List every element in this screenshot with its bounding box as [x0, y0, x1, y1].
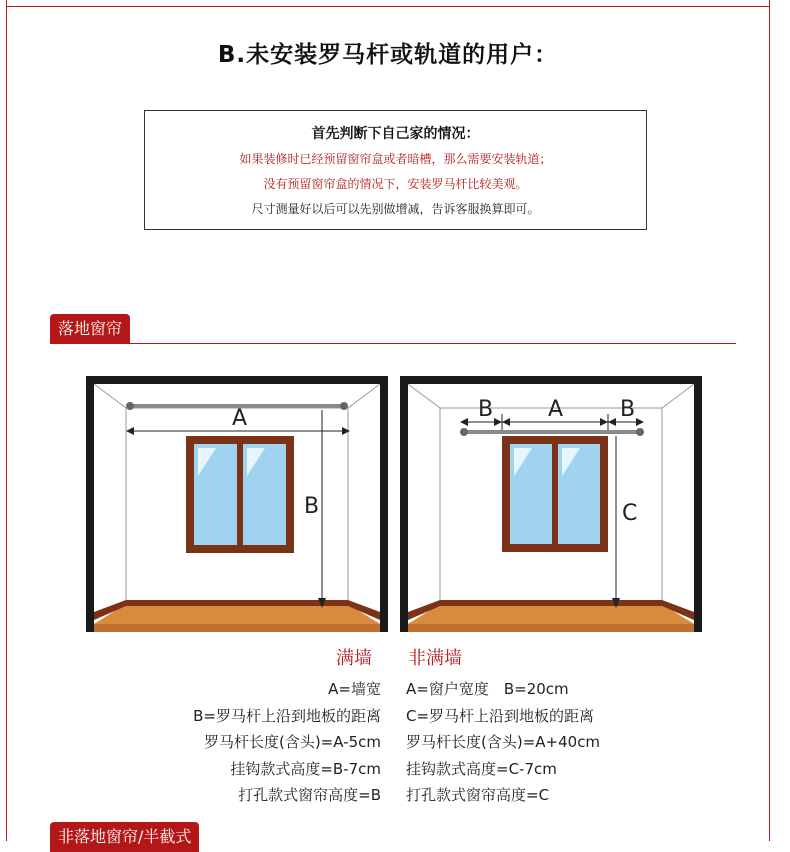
caption-full-wall: 满墙 [336, 648, 372, 669]
notice-line-1: 如果装修时已经预留窗帘盒或者暗槽，那么需要安装轨道； [239, 152, 552, 166]
top-border [6, 6, 770, 7]
notice-line-3: 尺寸测量好以后可以先别做增减，告诉客服换算即可。 [251, 202, 540, 216]
room-diagram-partial-wall [400, 376, 702, 632]
dimension-label-b: B [304, 494, 320, 519]
formula-line: 打孔款式窗帘高度=C [406, 786, 550, 804]
section-tag-half-curtain: 非落地窗帘/半截式 [50, 822, 199, 852]
room-diagram-full-wall [86, 376, 388, 632]
formula-line: 挂钩款式高度=B-7cm [230, 759, 381, 778]
partial-wall-formulas [406, 676, 706, 809]
formula-line: B=罗马杆上沿到地板的距离 [193, 706, 381, 725]
page-title: B.未安装罗马杆或轨道的用户： [217, 42, 559, 68]
formula-line: C=罗马杆上沿到地板的距离 [406, 706, 595, 725]
dimension-label-a: A [232, 406, 248, 431]
formula-line: 打孔款式窗帘高度=B [238, 786, 381, 804]
notice-heading: 首先判断下自己家的情况： [311, 126, 480, 142]
section-divider [50, 343, 736, 344]
formula-line: A=窗户宽度 B=20cm [406, 680, 569, 698]
notice-line-2: 没有预留窗帘盒的情况下，安装罗马杆比较美观。 [263, 177, 528, 191]
formula-line: 罗马杆长度(含头)=A-5cm [203, 733, 381, 751]
dimension-label-a: A [548, 397, 564, 422]
notice-box [144, 110, 647, 230]
caption-partial-wall: 非满墙 [408, 648, 462, 669]
formula-line: 挂钩款式高度=C-7cm [406, 759, 557, 778]
formula-line: 罗马杆长度(含头)=A+40cm [406, 733, 601, 751]
dimension-label-c: C [622, 501, 638, 526]
formula-line: A=墙宽 [328, 680, 381, 698]
full-wall-formulas [100, 676, 381, 809]
dimension-label-b-left: B [478, 397, 494, 422]
dimension-label-b-right: B [620, 397, 636, 422]
section-tag-floor-curtain: 落地窗帘 [50, 314, 130, 344]
